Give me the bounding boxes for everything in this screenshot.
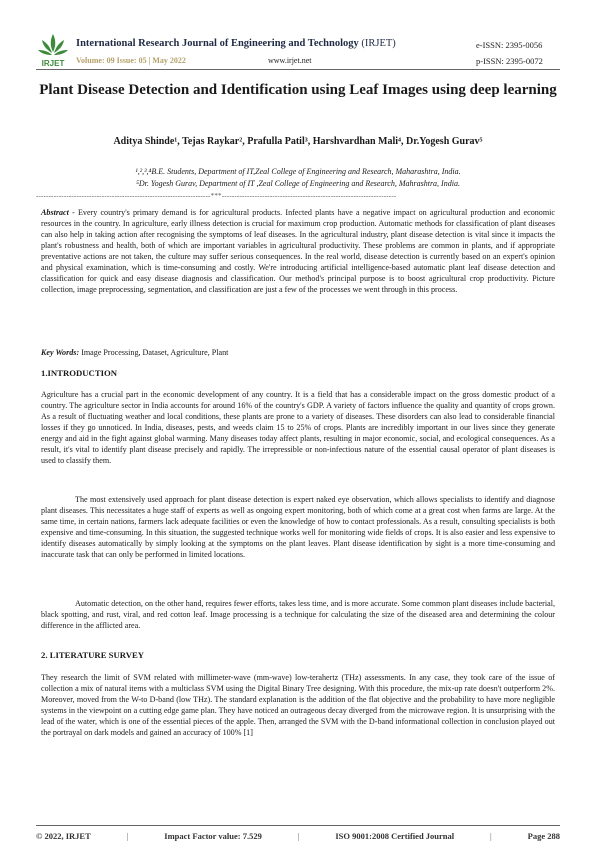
- footer-separator: |: [297, 831, 300, 841]
- journal-name: International Research Journal of Engineering and Technology: [76, 38, 359, 49]
- affiliation-students: ¹,²,³,⁴B.E. Students, Department of IT,Zeal College of Engineering and Research, Maharashtra, India.: [135, 167, 461, 176]
- section-heading-introduction: 1.INTRODUCTION: [41, 368, 118, 378]
- abstract-label: Abstract -: [41, 208, 75, 217]
- volume-issue: Volume: 09 Issue: 05 | May 2022: [76, 56, 186, 65]
- p-issn: p-ISSN: 2395-0072: [476, 56, 543, 66]
- footer-divider: [36, 825, 560, 826]
- header-divider: [36, 69, 560, 70]
- page-footer: [36, 831, 560, 841]
- footer-iso: ISO 9001:2008 Certified Journal: [335, 831, 455, 841]
- keywords-label: Key Words:: [41, 348, 80, 357]
- journal-website[interactable]: www.irjet.net: [268, 56, 312, 65]
- footer-separator: |: [490, 831, 492, 841]
- footer-separator: |: [126, 831, 129, 841]
- logo-text: IRJET: [41, 59, 65, 68]
- footer-page-number: Page 288: [527, 831, 560, 841]
- keywords-text: Image Processing, Dataset, Agriculture, Plant: [81, 348, 229, 357]
- irjet-logo: [36, 30, 70, 70]
- abstract: [41, 207, 555, 295]
- paper-title: Plant Disease Detection and Identification using Leaf Images using deep learning: [39, 82, 557, 98]
- intro-paragraph-2: The most extensively used approach for plant disease detection is expert naked eye observation, which allows specialists to identify and diagnose plant diseases. This necessitates a huge staff of experts as well as ongoing expert monitoring, both of which come at a great cost when farms are large. At the same time, in certain nations, farmers lack adequate facilities or even the knowledge of how to contact professionals. As a result, consulting specialists is both expensive and time-consuming. In this situation, the suggested technique works well for monitoring wide fields of crops. It is also easier and less expensive to identify diseases automatically by simply looking at the symptoms on the plant leaves. Plant disease identification by sight is a more time-consuming and inaccurate task that can only be performed in limited locations.: [41, 495, 555, 560]
- footer-impact-factor: Impact Factor value: 7.529: [164, 831, 262, 841]
- e-issn: e-ISSN: 2395-0056: [476, 40, 543, 50]
- keywords: [41, 348, 228, 357]
- intro-paragraph-3: Automatic detection, on the other hand, requires fewer efforts, takes less time, and is more accurate. Some common plant diseases include bacterial, black spotting, and rust, viral, and red cotton leaf. Image processing is a technique for calculating the size of the diseased area and determining the colour difference in the afflicted area.: [41, 599, 555, 631]
- abstract-text: Every country's primary demand is for agricultural products. Infected plants have a negative impact on agricultural production and economic resources in the country. In agriculture, early illness detection is crucial for maximum crop production. Automatic methods for classification of plant diseases can also help in taking action after recognising the symptoms of leaf diseases. In the agricultural industry, plant disease detection is vital since it impacts the plant's robustness and health, both of which are important variables in agricultural productivity. These problems are common in plants, and if appropriate preventative actions are not taken, the culture may suffer serious consequences. In the real world, disease detection is currently based on an expert's opinion and physical examination, which is time-consuming and costly. We're introducing artificial intelligence-based automatic plant leaf disease detection and classification for quick and easy disease diagnosis and classification. Our method's principal purpose is to boost agricultural crop productivity. Picture collection, image preprocessing, segmentation, and classification are just a few of the processes we went through in this process.: [41, 208, 555, 295]
- intro-paragraph-1: Agriculture has a crucial part in the economic development of any country. It is a field that has a considerable impact on the gross domestic product of a country. The agriculture sector in India accounts for around 16% of the country's GDP. A variety of factors influence the quality and quantity of crops grown. As a result of fluctuating weather and local conditions, these plants are prone to a variety of diseases. These disorders can also lead to considerable financial losses if they go unnoticed. In India, diseases, pests, and weeds claim 15 to 25% of crops. Plants are incredibly important in our lives since they generate energy and aid in the fight against global warming. Many diseases today affect plants, resulting in major economic, social, and ecological consequences. As a result, it's vital to identify plant disease precisely and rapidly. The irrepressible or non-infectious nature of the essential causal operator of plant diseases is used to classify them.: [41, 390, 555, 466]
- literature-paragraph-1: They research the limit of SVM related with millimeter-wave (mm-wave) low-terahertz (THz) assessments. In any case, they took care of the issue of collection a mix of natural items with a multiclass SVM using the Digital Binary Tree designing. With this procedure, the mix-up rate doesn't outperform 2%. Moreover, moved from the W-to D-band (low THz). The standard explanation is the addition of the flat objective and the probability to have more negligible systems in the viewpoint on a cutting edge game plan. They have noticed an outrageous decay diverged from the microwave region. It is unsurprising with the lead of the water, which is one of the essential pieces of the apple. Then, arranged the SVM with the D-band informational collection in conclusion played out the portrayal on dark models and gained an accuracy of 100% [1]: [41, 673, 555, 738]
- section-separator: ---------------------------------------------------------------------***---------------------------------------------------------------------: [36, 192, 397, 200]
- journal-abbrev: (IRJET): [361, 38, 396, 49]
- journal-title: [76, 38, 396, 49]
- affiliation-guide: ⁵Dr. Yogesh Gurav, Department of IT ,Zeal College of Engineering and Research, Mahrashtra, India.: [136, 179, 460, 188]
- section-heading-literature-survey: 2. LITERATURE SURVEY: [41, 650, 145, 660]
- author-list: Aditya Shinde¹, Tejas Raykar², Prafulla Patil³, Harshvardhan Mali⁴, Dr.Yogesh Gurav⁵: [113, 136, 483, 147]
- footer-copyright: © 2022, IRJET: [36, 831, 91, 841]
